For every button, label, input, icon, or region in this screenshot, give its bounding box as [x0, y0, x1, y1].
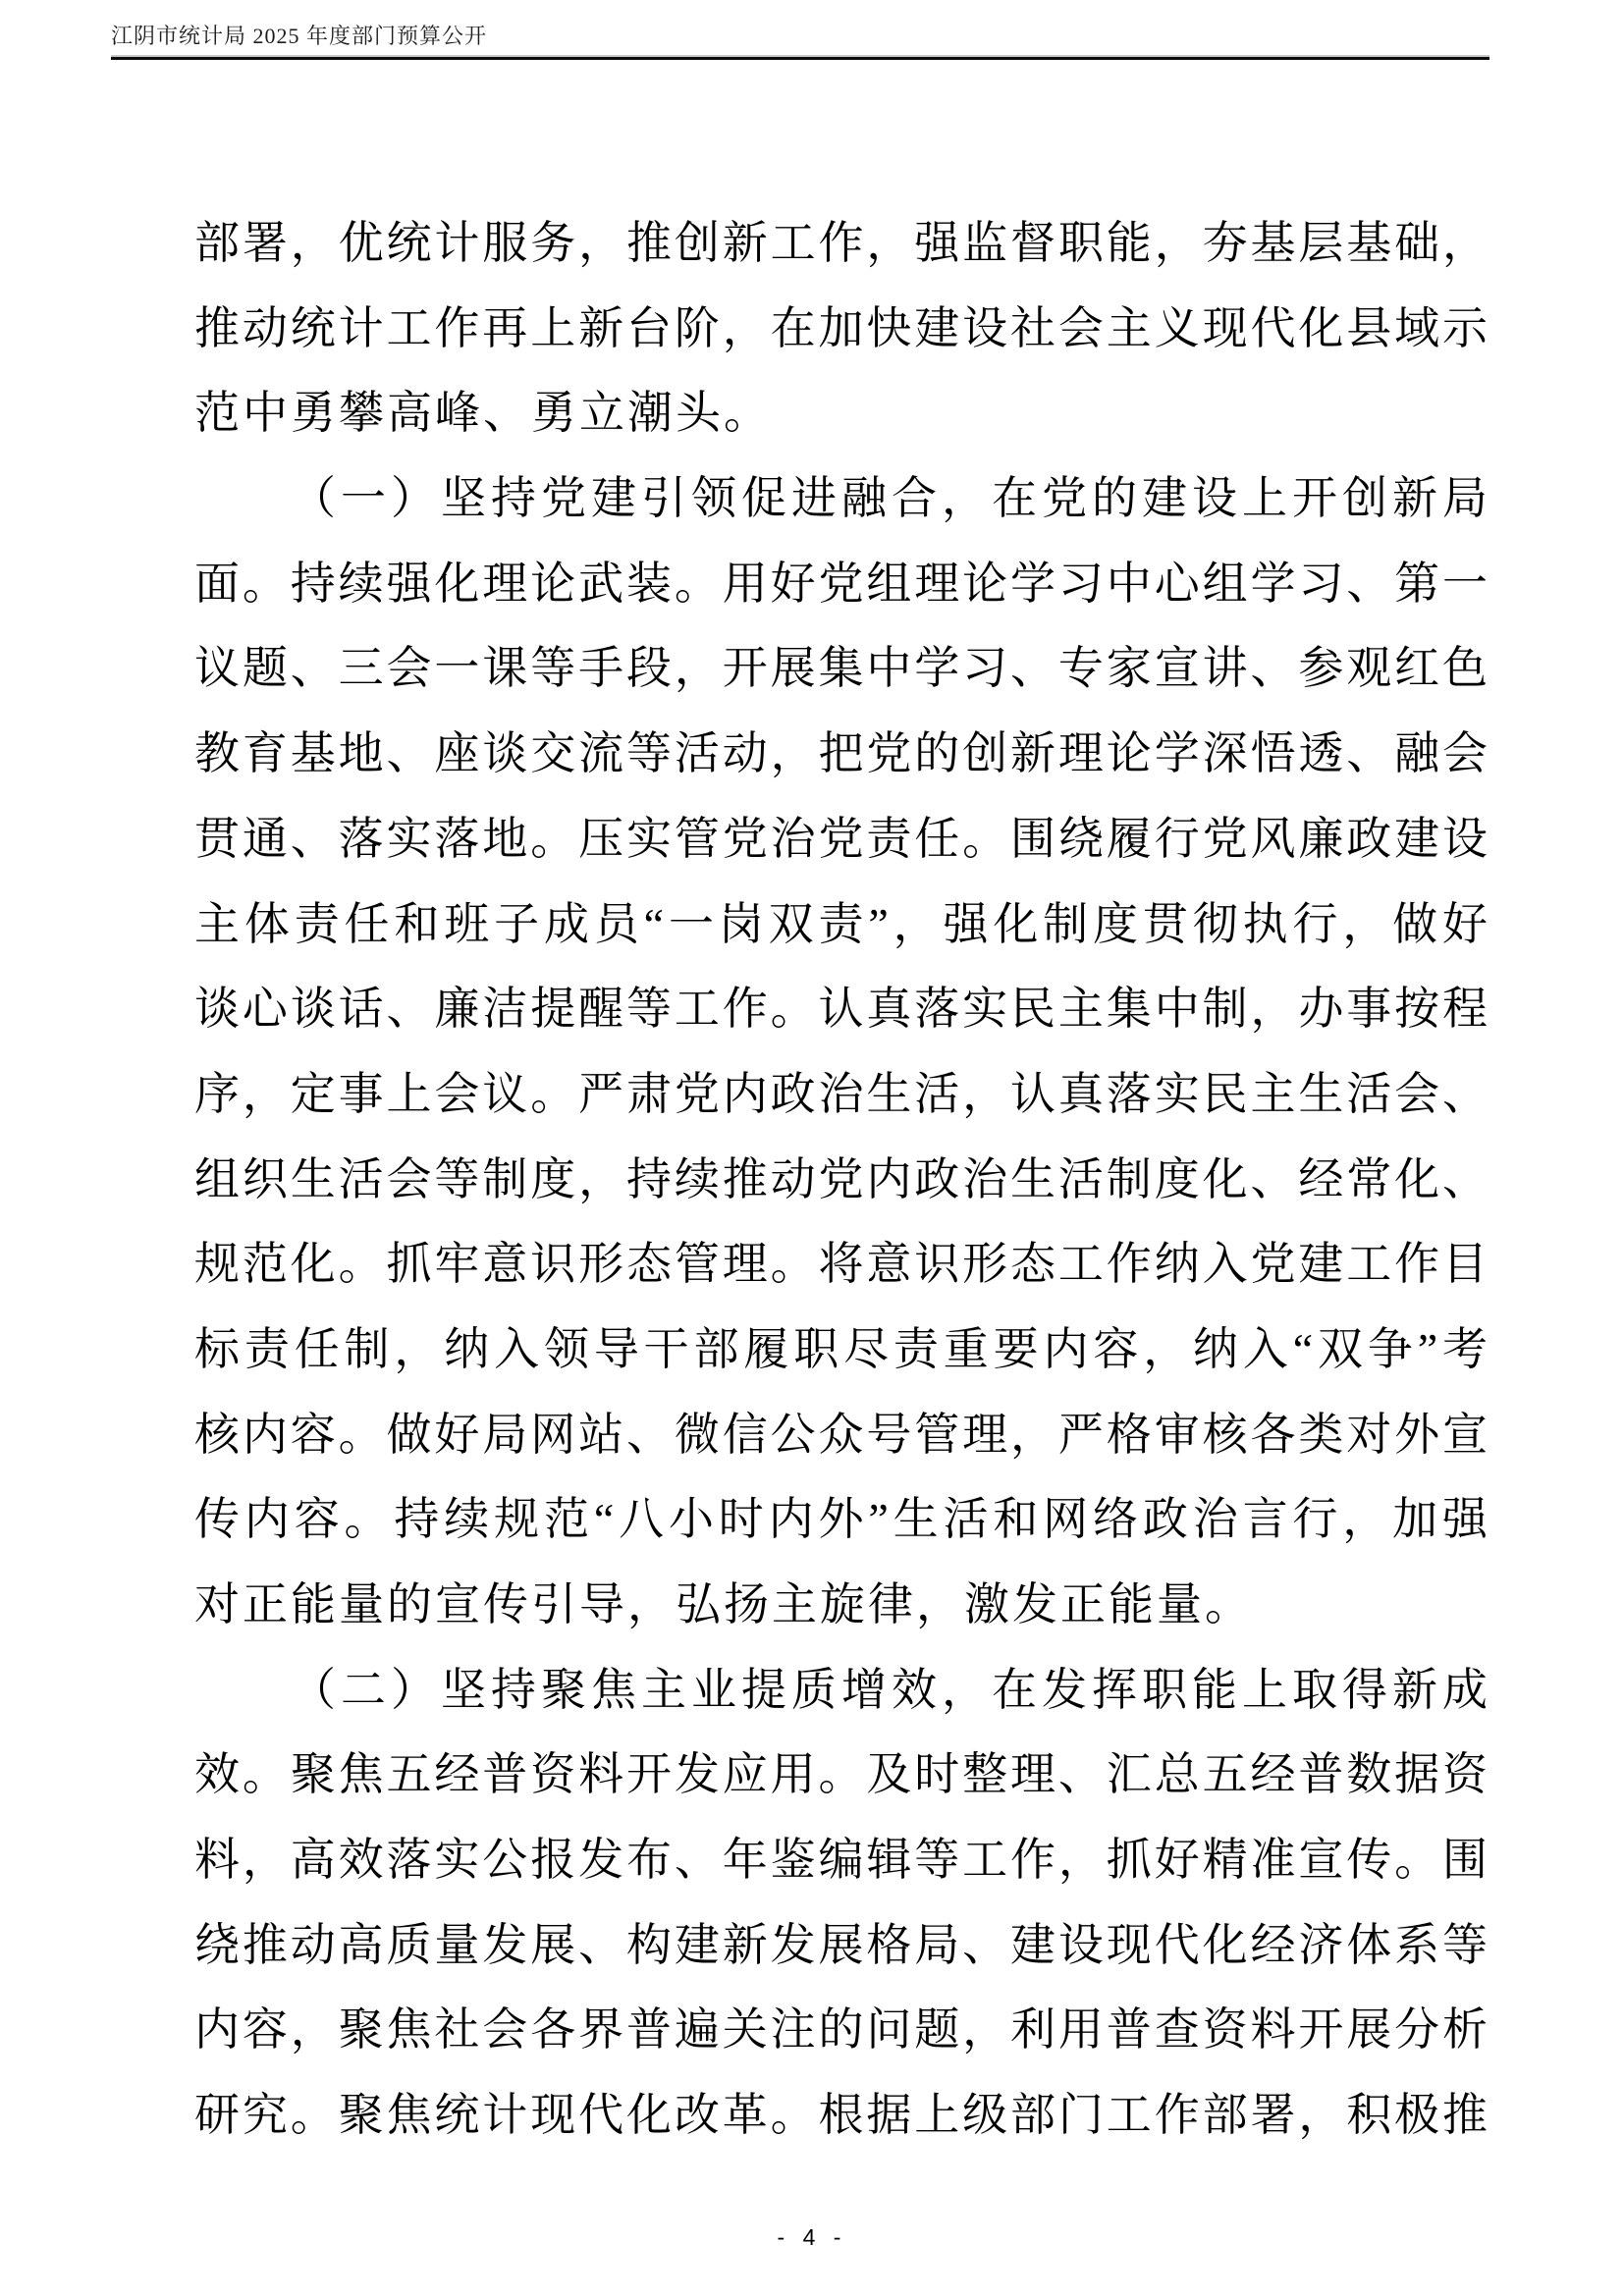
body-line: 议题、三会一课等手段，开展集中学习、专家宣讲、参观红色: [194, 643, 1488, 694]
header-rule: [111, 55, 1489, 60]
body-line: 传内容。持续规范“八小时内外”生活和网络政治言行，加强: [194, 1494, 1488, 1545]
body-line: 核内容。做好局网站、微信公众号管理，严格审核各类对外宣: [194, 1409, 1488, 1460]
body-line: 效。聚焦五经普资料开发应用。及时整理、汇总五经普数据资: [194, 1749, 1488, 1800]
body-line: 面。持续强化理论武装。用好党组理论学习中心组学习、第一: [194, 558, 1488, 609]
page-number: - 4 -: [777, 2224, 847, 2250]
body-line: 主体责任和班子成员“一岗双责”，强化制度贯彻执行，做好: [194, 898, 1488, 949]
body-line: 谈心谈话、廉洁提醒等工作。认真落实民主集中制，办事按程: [194, 984, 1488, 1035]
document-body: [194, 201, 1488, 2159]
body-line-section-heading: （一）坚持党建引领促进融合，在党的建设上开创新局: [291, 473, 1488, 524]
body-line: 规范化。抓牢意识形态管理。将意识形态工作纳入党建工作目: [194, 1239, 1488, 1290]
body-line: 对正能量的宣传引导，弘扬主旋律，激发正能量。: [194, 1579, 1253, 1629]
body-line: 推动统计工作再上新台阶，在加快建设社会主义现代化县域示: [194, 302, 1488, 353]
body-line: 研究。聚焦统计现代化改革。根据上级部门工作部署，积极推: [194, 2090, 1488, 2141]
body-line: 教育基地、座谈交流等活动，把党的创新理论学深悟透、融会: [194, 728, 1488, 779]
body-line: 部署，优统计服务，推创新工作，强监督职能，夯基层基础，: [194, 218, 1488, 268]
body-line: 贯通、落实落地。压实管党治党责任。围绕履行党风廉政建设: [194, 813, 1488, 864]
page-footer: [0, 2224, 1624, 2251]
body-line: 内容，聚焦社会各界普遍关注的问题，利用普查资料开展分析: [194, 2004, 1488, 2056]
page-header: [111, 24, 1489, 49]
body-line: 范中勇攀高峰、勇立潮头。: [194, 388, 772, 439]
body-line: 绕推动高质量发展、构建新发展格局、建设现代化经济体系等: [194, 1919, 1488, 1970]
body-line: 序，定事上会议。严肃党内政治生活，认真落实民主生活会、: [194, 1068, 1488, 1119]
body-line: 料，高效落实公报发布、年鉴编辑等工作，抓好精准宣传。围: [194, 1835, 1488, 1886]
body-line-section-heading: （二）坚持聚焦主业提质增效，在发挥职能上取得新成: [291, 1664, 1488, 1715]
body-line: 标责任制，纳入领导干部履职尽责重要内容，纳入“双争”考: [194, 1323, 1488, 1374]
page-header-title: 江阴市统计局 2025 年度部门预算公开: [111, 24, 488, 48]
header-rule-black-line: [111, 57, 1489, 60]
body-line: 组织生活会等制度，持续推动党内政治生活制度化、经常化、: [194, 1153, 1488, 1204]
